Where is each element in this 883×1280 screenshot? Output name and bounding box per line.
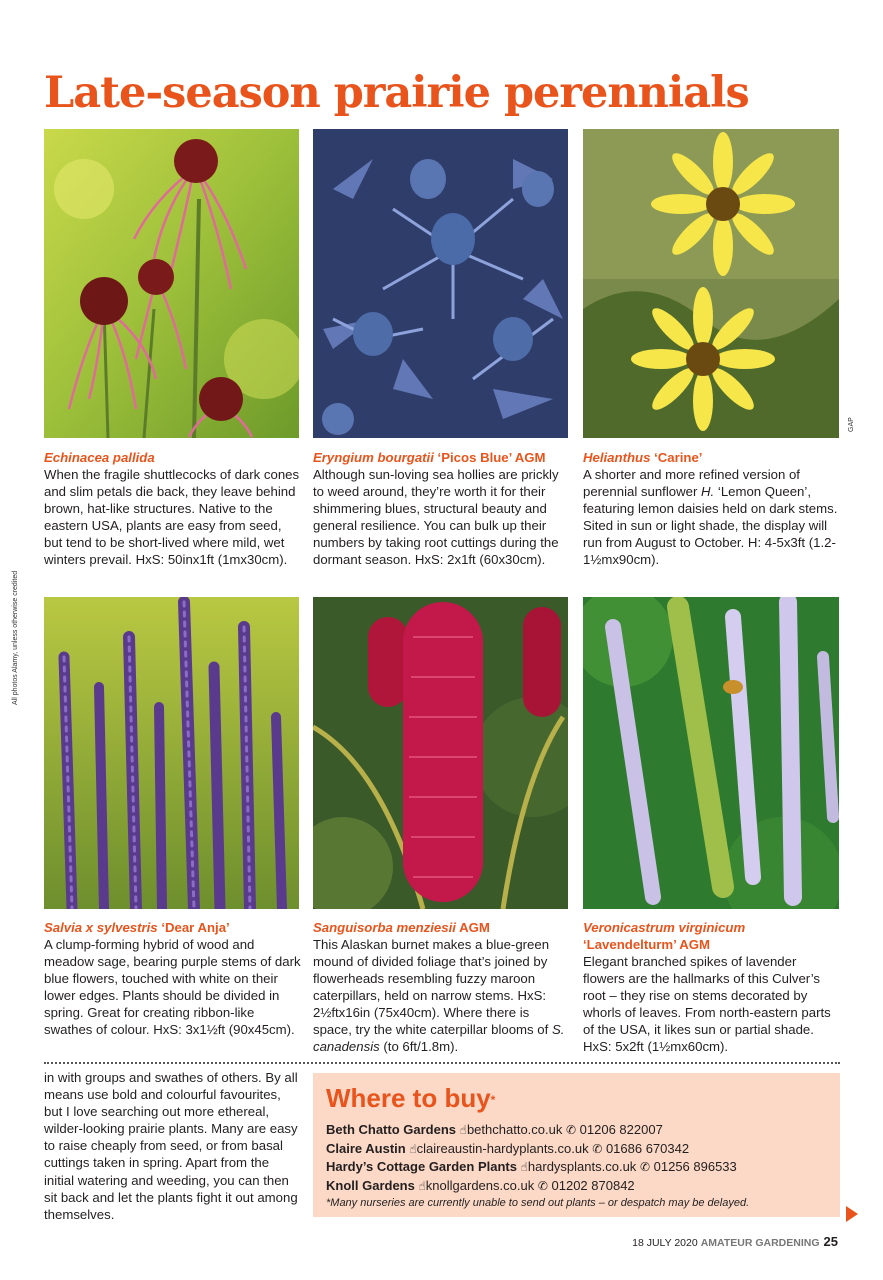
sanguisorba-photo	[313, 597, 568, 909]
caption-helianthus	[583, 449, 838, 568]
echinacea-flower-photo-icon	[44, 129, 299, 438]
page-footer	[600, 1234, 838, 1249]
supplier-phone: 01256 896533	[653, 1159, 737, 1174]
veronicastrum-flower-photo-icon	[583, 597, 839, 909]
supplier-web[interactable]: bethchatto.co.uk	[466, 1122, 563, 1137]
phone-icon: ✆	[537, 1178, 548, 1193]
plant-description: A clump-forming hybrid of wood and meadow sage, bearing purple stems of dark blue flowers, touched with white on their lower edges. Plants should be divided in spring. Great for creating ribbon-like swathes of colour. HxS: 3x1½ft (90x45cm).	[44, 937, 301, 1037]
plant-name-italic: Eryngium bourgatii	[313, 450, 434, 465]
supplier-row	[326, 1121, 827, 1140]
plant-description: A shorter and more refined version of perennial sunflower H. ‘Lemon Queen’, featuring lemon daisies held on dark stems. Sited in sun or light shade, the display will run from August to October. H: 4-5x3ft (1.2-1½mx90cm).	[583, 467, 838, 567]
next-page-arrow-icon	[846, 1206, 858, 1222]
web-pointer-icon: ☝	[409, 1141, 417, 1156]
veronicastrum-photo	[583, 597, 839, 909]
supplier-name: Knoll Gardens	[326, 1177, 415, 1193]
supplier-phone: 01206 822007	[579, 1122, 663, 1137]
page-number: 25	[823, 1234, 838, 1249]
plant-name-italic: Salvia x sylvestris	[44, 920, 158, 935]
magazine-name: AMATEUR GARDENING	[700, 1237, 820, 1249]
supplier-name: Hardy’s Cottage Garden Plants	[326, 1159, 517, 1174]
supplier-web[interactable]: hardysplants.co.uk	[527, 1159, 637, 1174]
phone-icon: ✆	[639, 1160, 650, 1174]
phone-icon: ✆	[592, 1141, 603, 1156]
echinacea-photo	[44, 129, 299, 438]
plant-name-italic: Sanguisorba menziesii	[313, 920, 456, 935]
supplier-phone: 01686 670342	[605, 1140, 690, 1156]
plant-name-italic: Veronicastrum virginicum	[583, 920, 746, 935]
caption-sanguisorba	[313, 919, 571, 1055]
plant-name-rest: ‘Carine’	[650, 450, 703, 465]
caption-echinacea	[44, 449, 302, 568]
eryngium-photo	[313, 129, 568, 438]
plant-name-rest: AGM	[455, 920, 490, 935]
where-to-buy-note: *Many nurseries are currently unable to send out plants – or despatch may be delayed.	[326, 1197, 750, 1209]
supplier-row	[326, 1177, 827, 1196]
sanguisorba-flower-photo-icon	[313, 597, 568, 909]
supplier-web[interactable]: claireaustin-hardyplants.co.uk	[416, 1140, 589, 1156]
plant-description: When the fragile shuttlecocks of dark cones and slim petals die back, they leave behind brown, hat-like structures. Native to the eastern USA, plants are easy from seed, but tend to be short-lived where mild, wet winters prevail. HxS: 50inx1ft (1mx30cm).	[44, 467, 300, 567]
supplier-name: Claire Austin	[326, 1140, 406, 1156]
supplier-web[interactable]: knollgardens.co.uk	[425, 1177, 535, 1193]
phone-icon: ✆	[565, 1123, 577, 1137]
helianthus-photo	[583, 129, 839, 438]
section-divider	[44, 1062, 840, 1064]
web-pointer-icon: ☝	[520, 1160, 528, 1174]
eryngium-flower-photo-icon	[313, 129, 568, 438]
plant-description: Elegant branched spikes of lavender flowers are the hallmarks of this Culver’s root – they rise on stems decorated by whorls of leaves. From north-eastern parts of the USA, it likes sun or partial shade. HxS: 5x2ft (1½mx60cm).	[583, 954, 831, 1054]
article-continued-text: in with groups and swathes of others. By all means use bold and colourful favourites, but I love searching out more ethereal, wilder-looking prairie plants. Many are easy to raise cheaply from seed, or from basal cuttings taken in spring. Apart from the initial watering and weeding, you can then sit back and let the plants fight it out among themselves.	[44, 1070, 298, 1222]
caption-salvia	[44, 919, 302, 1038]
plant-name-italic: Echinacea pallida	[44, 450, 155, 465]
supplier-row	[326, 1158, 827, 1177]
web-pointer-icon: ☝	[459, 1123, 467, 1137]
caption-veronicastrum	[583, 919, 838, 1055]
where-to-buy-title: Where to buy*	[326, 1083, 496, 1113]
plant-name-rest: ‘Picos Blue’ AGM	[433, 450, 546, 465]
supplier-phone: 01202 870842	[551, 1177, 635, 1193]
plant-name-rest: ‘Dear Anja’	[157, 920, 230, 935]
plant-name-rest: ‘Lavendelturm’ AGM	[583, 937, 711, 952]
page-title: Late-season prairie perennials	[44, 68, 749, 118]
issue-date: 18 JULY 2020	[632, 1237, 698, 1249]
web-pointer-icon: ☝	[418, 1178, 426, 1193]
salvia-flower-photo-icon	[44, 597, 299, 909]
plant-description: Although sun-loving sea hollies are prickly to weed around, they’re worth it for their shimmering blues, structural beauty and general resilience. You can bulk up their numbers by taking root cuttings during the dormant season. HxS: 2x1ft (60x30cm).	[313, 467, 559, 567]
supplier-name: Beth Chatto Gardens	[326, 1122, 457, 1137]
where-to-buy-box	[313, 1073, 840, 1217]
helianthus-flower-photo-icon	[583, 129, 839, 438]
caption-eryngium	[313, 449, 571, 568]
plant-description: This Alaskan burnet makes a blue-green mound of divided foliage that’s joined by flowerheads resembling fuzzy maroon caterpillars, held on narrow stems. HxS: 2½ftx16in (75x40cm). Where there is space, try the white caterpillar blooms of S. canadensis (to 6ft/1.8m).	[313, 937, 565, 1054]
salvia-photo	[44, 597, 299, 909]
plant-name-italic: Helianthus	[583, 450, 651, 465]
photo-credit-gap: GAP	[848, 417, 855, 432]
supplier-row	[326, 1140, 827, 1159]
photo-credit-side: All photos Alamy, unless otherwise credited	[12, 570, 19, 705]
